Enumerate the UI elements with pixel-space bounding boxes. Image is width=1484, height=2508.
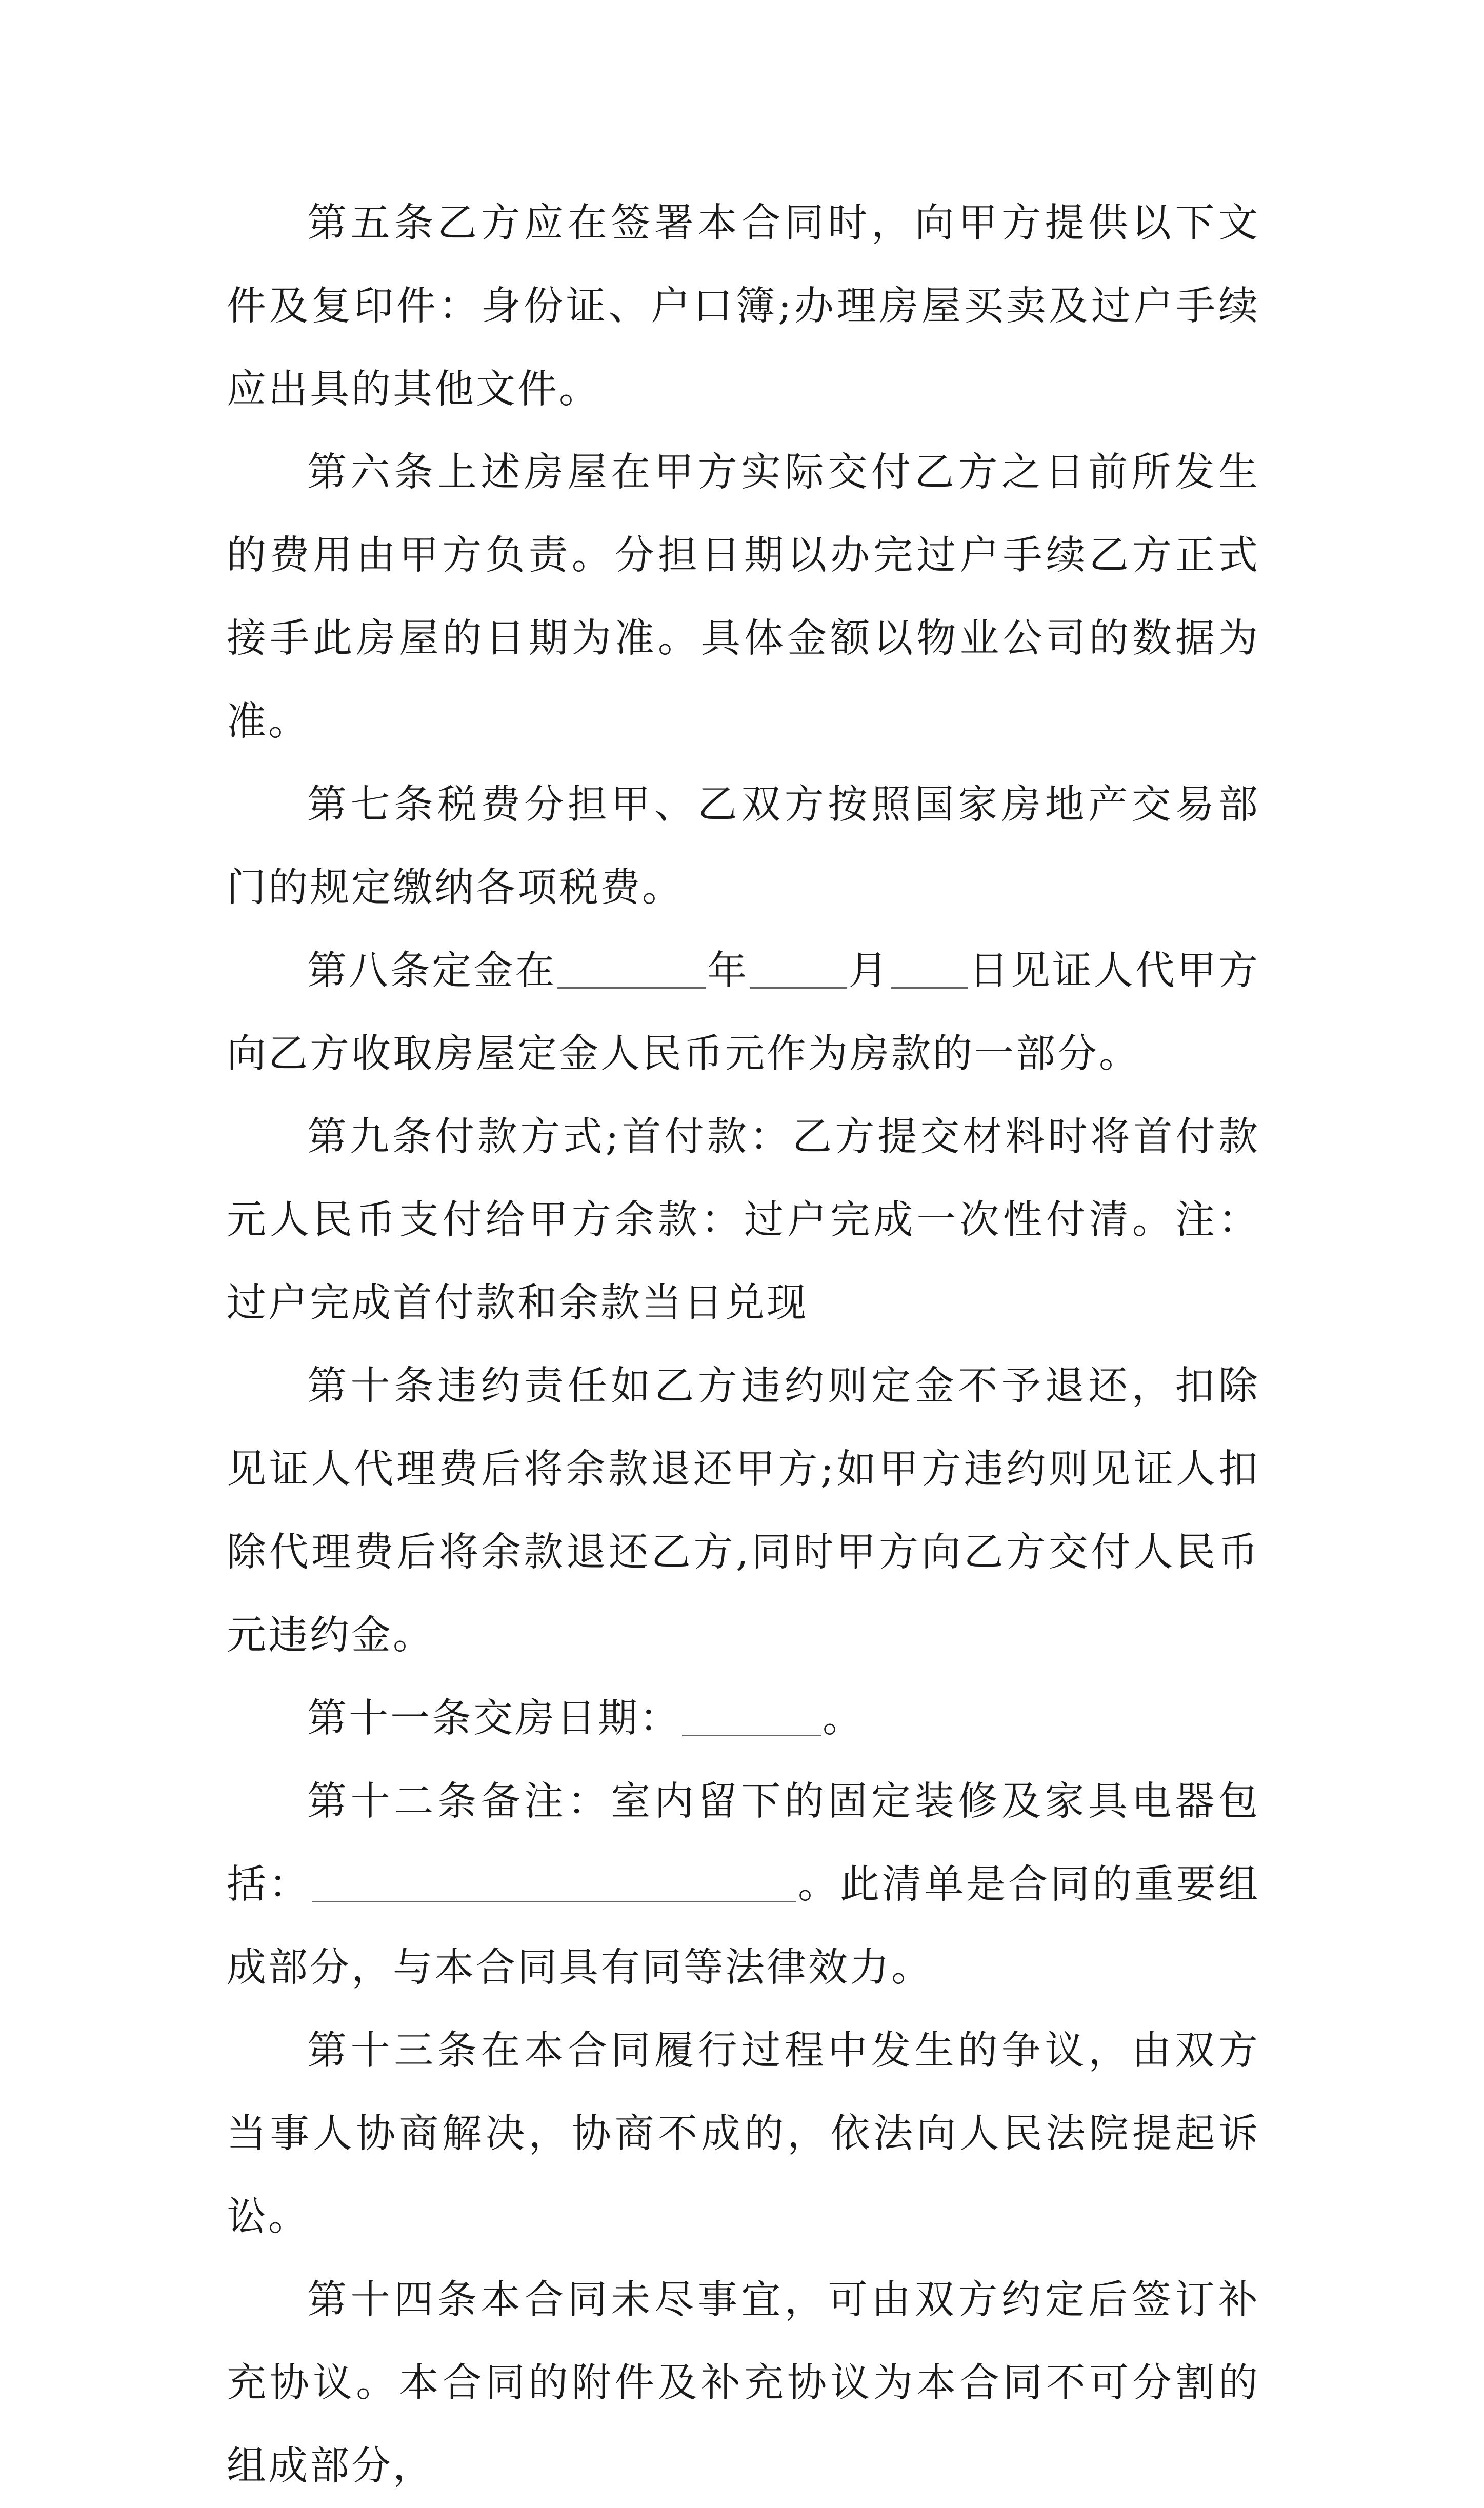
article-9: 第九条付款方式;首付款：乙方提交材料时将首付款元人民币支付给甲方余款：过户完成一次性付清。注：过户完成首付款和余款当日兑现 (227, 1114, 1260, 1326)
article-10: 第十条违约责任如乙方违约则定金不予退还，扣除见证人代理费后将余款退还甲方;如甲方违约则见证人扣除代理费后将余款退还乙方,同时甲方向乙方交付人民币元违约金。 (227, 1363, 1260, 1658)
article-12-text-2: 。此清单是合同的重要组成部分，与本合同具有同等法律效力。 (227, 1862, 1260, 1991)
article-8 (227, 930, 1260, 1096)
article-6: 第六条上述房屋在甲方实际交付乙方之日前所发生的费用由甲方负责。分担日期以办完过户手续乙方正式接手此房屋的日期为准。具体金额以物业公司的数据为准。 (227, 450, 1260, 745)
contract-body (227, 182, 1260, 2508)
article-8-text-4: 日见证人代甲方向乙方收取房屋定金人民币元作为房款的一部分。 (227, 948, 1260, 1077)
article-12 (227, 1760, 1260, 2010)
furnishings-list-blank (312, 1861, 796, 1902)
deposit-month-blank (750, 948, 847, 989)
article-11-text-2: 。 (823, 1696, 864, 1741)
article-7: 第七条税费分担甲、乙双方按照国家房地产交易部门的规定缴纳各项税费。 (227, 782, 1260, 911)
article-8-text-1: 第八条定金在 (307, 948, 557, 994)
article-13: 第十三条在本合同履行过程中发生的争议，由双方当事人协商解决，协商不成的，依法向人民法院提起诉讼。 (227, 2028, 1260, 2240)
article-8-text-2: 年 (707, 948, 749, 994)
article-8-text-3: 月 (848, 948, 890, 994)
deposit-year-blank (557, 948, 706, 989)
article-14: 第十四条本合同未尽事宜，可由双方约定后签订补充协议。本合同的附件及补充协议为本合同不可分割的组成部分， (227, 2277, 1260, 2489)
article-12-text-1: 第十二条备注：室内留下的固定装修及家具电器包括： (227, 1779, 1260, 1908)
delivery-date-blank (682, 1695, 821, 1736)
deposit-day-blank (891, 948, 968, 989)
article-11 (227, 1677, 1260, 1760)
article-11-text-1: 第十一条交房日期： (307, 1696, 681, 1741)
article-5: 第五条乙方应在签署本合同时，向甲方提供以下文件及复印件：身份证、户口簿;办理房屋买卖及过户手续应出具的其他文件。 (227, 200, 1260, 412)
